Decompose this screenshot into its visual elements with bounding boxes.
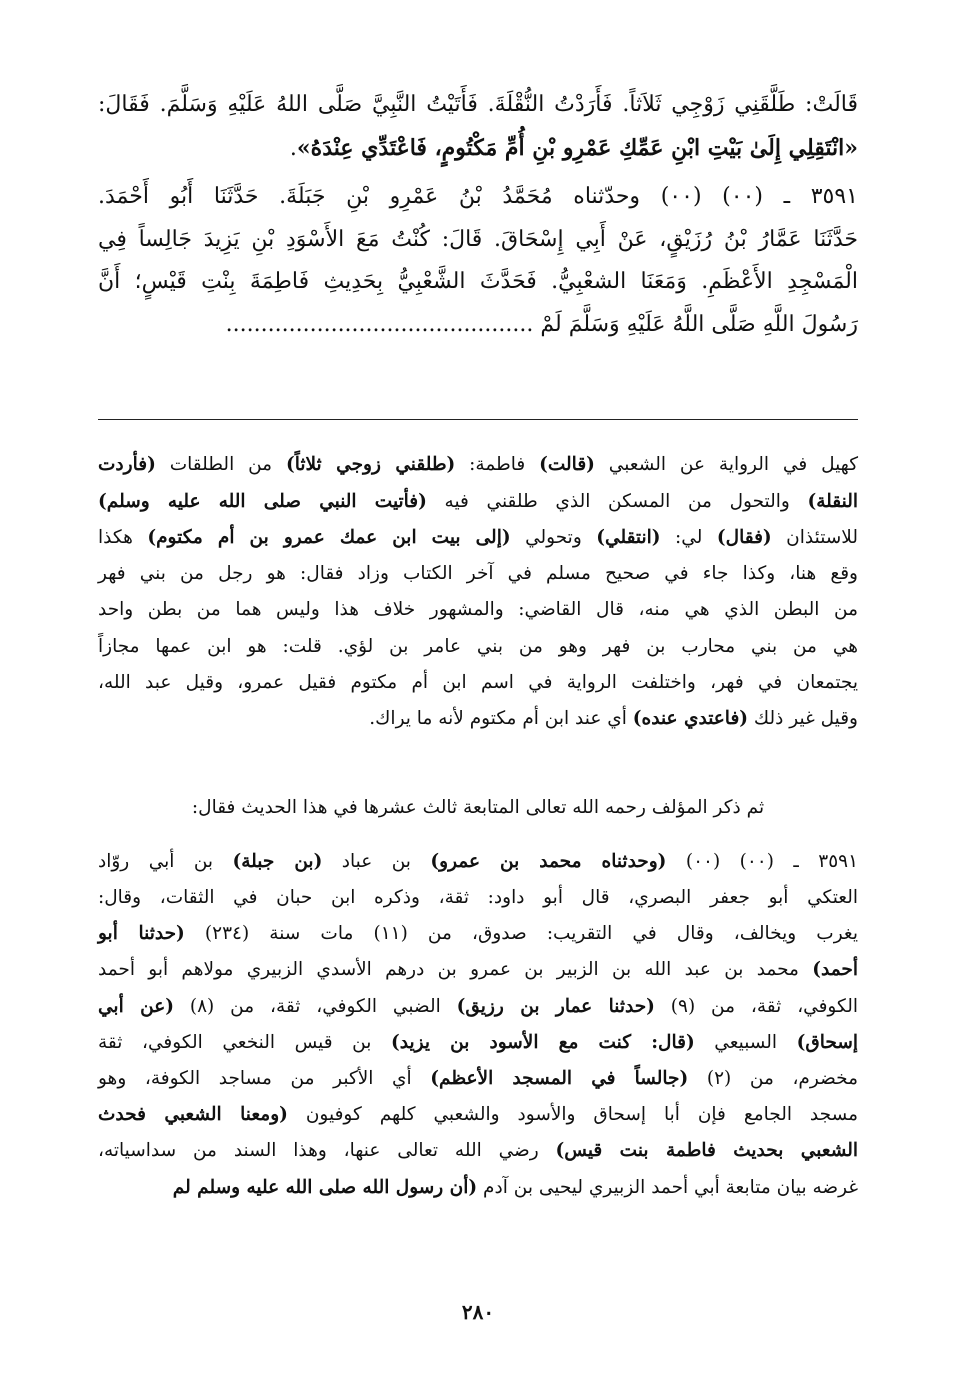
bold-quote-segment: (بن جبلة) [232,851,323,872]
footnote-divider [98,419,858,420]
commentary-line [98,917,858,951]
bold-quote-segment: (طلقني زوجي ثلاثاً) [285,454,456,475]
bold-quote-segment: (قالت) [539,454,595,475]
commentary-line [98,990,858,1024]
text-segment: يجتمعان في فهر، واختلفت الرواية في اسم ابن أم مكتوم فقيل عمرو، وقيل عبد الله، [98,672,858,693]
text-segment: ٣٥٩١ ـ (٠٠) (٠٠) [666,851,859,872]
commentary-line [98,593,858,627]
text-segment: فاطمة: [455,454,540,475]
text-segment: أي عند ابن أم مكتوم لأنه ما يراك. [369,708,633,729]
bold-quote-segment: (عن أبي [98,996,175,1017]
text-segment: . [289,136,297,161]
bold-quote-segment: (جالساً في المسجد الأعظم) [430,1068,689,1089]
commentary-line [98,1098,858,1132]
main-text-line [98,177,858,217]
text-segment: وقع هنا، وكذا جاء في صحيح مسلم في آخر الكتاب وزاد فقال: هو رجل من بني فهر [98,563,858,584]
text-segment: يغرب ويخالف، وقال في التقريب: صدوق، من (١١) مات سنة (٢٣٤) [184,923,858,944]
text-segment: مسجد الجامع فإن أبا إسحاق والأسود والشعبي كلهم كوفيون [287,1104,858,1125]
bold-quote-segment: (فاعتدي عنده) [632,708,749,729]
text-segment: وقيل غير ذلك [748,708,858,729]
commentary-line [98,521,858,555]
bold-quote-segment: «انْتَقِلِي إِلَىٰ بَيْتِ ابْنِ عَمِّكِ عَمْرِو بْنِ أُمِّ مَكْتُومٍ، فَاعْتَدِّي عِنْدَهُ» [296,135,858,161]
commentary-line [98,1134,858,1168]
text-segment: الْمَسْجِدِ الأَعْظَمِ. وَمَعَنَا الشعْبِيُّ. فَحَدَّثَ الشَّعْبِيُّ بِحَدِيثِ فَاطِمَةَ بِنْتِ قَيْسٍ؛ أَنَّ [98,269,858,294]
bold-quote-segment: إسحاق) [796,1032,858,1053]
text-segment: بن عباد [322,851,431,872]
main-text-line [98,128,858,168]
commentary-line [98,630,858,664]
text-segment: ٣٥٩١ ـ (٠٠) (٠٠) وحدّثناه مُحَمَّدُ بْنُ عَمْرِو بْنِ جَبَلَةَ. حَدَّثَنَا أَبُو أَحْمَدَ. [98,184,858,209]
main-text-line [98,220,858,260]
text-segment: ثم ذكر المؤلف رحمه الله تعالى المتابعة ثالث عشرها في هذا الحديث فقال: [191,797,765,818]
text-segment: محمد بن عبد الله بن الزبير بن عمرو بن درهم الأسدي الزبيري مولاهم أبو أحمد [98,959,813,980]
commentary-line [98,557,858,591]
main-text-line [98,305,858,345]
text-segment: رضي الله تعالى عنها، وهذا السند من سداسياته، [98,1140,556,1161]
bold-quote-segment: (إلى بيت ابن عمك عمرو بن أم مكتوم) [147,527,511,548]
text-segment: رَسُولَ اللَّهِ صَلَّى اللَّهُ عَلَيْهِ وَسَلَّمَ لَمْ ............................................ [225,312,858,337]
bold-quote-segment: (انتقلي) [596,527,661,548]
commentary-line [98,448,858,482]
bold-quote-segment: (ومعنا الشعبي فحدث [98,1104,288,1125]
text-segment: مخضرم، من (٢) [688,1068,858,1089]
text-segment: حَدَّثَنَا عَمَّارُ بْنُ رُزَيْقٍ، عَنْ أَبِي إِسْحَاقَ. قَالَ: كُنْتُ مَعَ الأَسْوَدِ بْنِ يَزِيدَ جَالِساً فِي [98,227,858,252]
bold-quote-segment: (حدثنا عمار بن رزيق) [456,996,655,1017]
bold-quote-segment: (فقال) [716,527,772,548]
text-segment: الكوفي، ثقة، من (٩) [654,996,858,1017]
bold-quote-segment: الشعبي بحديث فاطمة بنت قيس) [555,1140,858,1161]
text-segment: للاستئذان [771,527,858,548]
text-segment: من البطن الذي هي منه، قال القاضي: والمشهور خلاف هذا وليس هما من بطن واحد [98,599,858,620]
text-segment: بن أبي روّاد [98,851,233,872]
bold-quote-segment: أحمد) [812,959,858,980]
text-segment: هكذا [98,527,148,548]
text-segment: هي من بني محارب بن فهر وهو من بني عامر بن لؤي. قلت: هو ابن عمها مجازاً [98,636,858,657]
bold-quote-segment: النقلة) [807,491,858,512]
page-number: ٢٨٠ [461,1300,495,1324]
text-segment: قَالَتْ: طَلَّقَنِي زَوْجِي ثَلاَثاً. فَأَرَدْتُ النُّقْلَةَ. فَأَتَيْتُ النَّبِيَّ صَلَّى اللهُ عَلَيْهِ وَسَلَّمَ. فَقَالَ: [98,92,858,117]
bold-quote-segment: (فأتيت النبي صلى الله عليه وسلم) [98,491,427,512]
commentary-line [98,953,858,987]
commentary-line [98,1026,858,1060]
bold-quote-segment: (فأردت [98,454,156,475]
commentary-line [98,666,858,700]
text-segment: من الطلقات [155,454,286,475]
bold-quote-segment: (قال: كنت مع الأسود بن يزيد) [391,1032,695,1053]
main-text-line [98,85,858,125]
text-segment: لي: [660,527,717,548]
text-segment: بن قيس النخعي الكوفي، ثقة [98,1032,391,1053]
commentary-line [98,485,858,519]
section-heading [98,791,858,825]
text-segment: العتكي أبو جعفر البصري، قال أبو داود: ثقة، وذكره ابن حبان في الثقات، وقال: [98,887,859,908]
bold-quote-segment: (حدثنا أبو [98,923,185,944]
text-segment: وتحولي [510,527,597,548]
commentary-line [98,845,858,879]
commentary-line [98,1171,858,1205]
commentary-line [98,702,858,736]
text-segment: والتحول من المسكن الذي طلقني فيه [426,491,808,512]
text-segment: كهيل في الرواية عن الشعبي [594,454,859,475]
commentary-line [98,1062,858,1096]
bold-quote-segment: (وحدثناه محمد بن عمرو) [430,851,667,872]
text-segment: أي الأكبر من مساجد الكوفة، وهو [98,1068,431,1089]
text-segment: غرضه بيان متابعة أبي أحمد الزبيري ليحيى بن آدم [477,1177,858,1198]
commentary-line [98,881,858,915]
text-segment: السبيعي [694,1032,797,1053]
bold-quote-segment: (أن رسول الله صلى الله عليه وسلم لم [172,1177,478,1198]
main-text-line [98,262,858,302]
text-segment: الضبي الكوفي، ثقة، من (٨) [174,996,457,1017]
